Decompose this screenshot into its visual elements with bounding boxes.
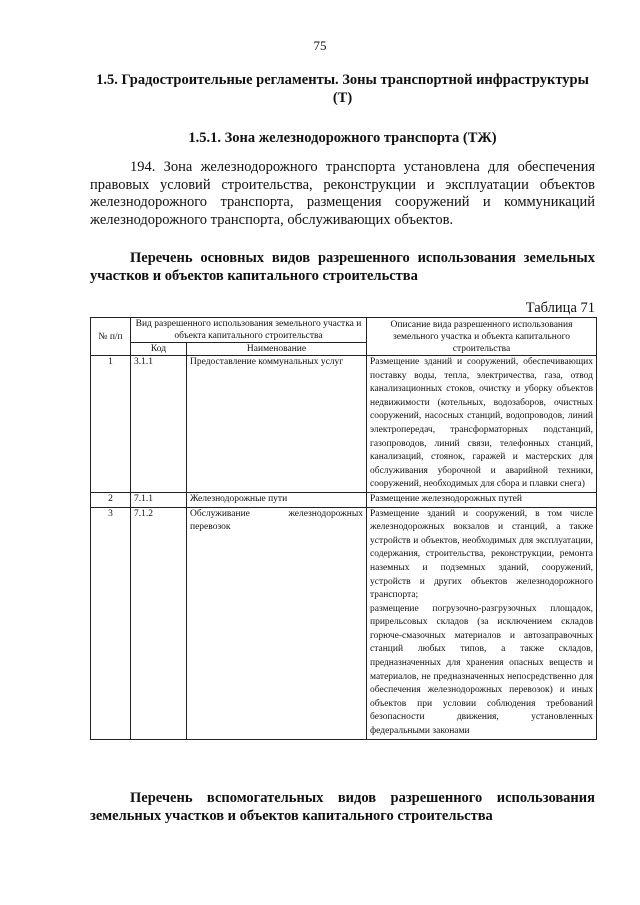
row-num: 2 bbox=[91, 492, 131, 507]
header-description: Описание вида разрешенного использования земельного участка и объекта капитального строительства bbox=[367, 318, 597, 356]
row-num: 1 bbox=[91, 356, 131, 493]
table-row bbox=[91, 356, 597, 493]
row-num: 3 bbox=[91, 507, 131, 739]
header-name: Наименование bbox=[187, 343, 367, 356]
section-title: 1.5. Градостроительные регламенты. Зоны транспортной инфраструктуры (Т) bbox=[96, 72, 589, 106]
auxiliary-uses-list-title: Перечень вспомогательных видов разрешенного использования земельных участков и объектов капитального строительства bbox=[90, 790, 595, 824]
header-code: Код bbox=[131, 343, 187, 356]
row-code: 7.1.1 bbox=[131, 492, 187, 507]
paragraph-194: 194. Зона железнодорожного транспорта установлена для обеспечения правовых условий строительства, реконструкции и эксплуатации объектов железнодорожного транспорта, размещения сооружений и коммуникаций железнодорожного транспорта, обслуживающих объектов. bbox=[90, 159, 595, 228]
row-description: Размещение железнодорожных путей bbox=[367, 492, 597, 507]
row-name: Железнодорожные пути bbox=[187, 492, 367, 507]
row-code: 3.1.1 bbox=[131, 356, 187, 493]
row-description-cell bbox=[367, 507, 597, 739]
table-header-row bbox=[91, 318, 597, 343]
header-num: № п/п bbox=[91, 318, 131, 356]
page-number: 75 bbox=[313, 38, 327, 53]
table-caption: Таблица 71 bbox=[525, 300, 595, 316]
row-code: 7.1.2 bbox=[131, 507, 187, 739]
table-row bbox=[91, 492, 597, 507]
table-row bbox=[91, 507, 597, 739]
row-description: Размещение зданий и сооружений, в том числе железнодорожных вокзалов и станций, а также устройств и объектов, необходимых для эксплуатации, содержания, строительства, реконструкции, ремонта наземных и подземных зданий, сооружений, устройств и других объектов железнодорожного транспорта; bbox=[370, 508, 593, 601]
row-description: Размещение зданий и сооружений, обеспечивающих поставку воды, тепла, электричества, газа, отвод канализационных стоков, очистку и уборку объектов недвижимости (котельных, водозаборов, очистных сооружений, насосных станций, водопроводов, линий электропередач, трансформаторных подстанций, газопроводов, линий связи, телефонных станций, канализаций, стоянок, гаражей и мастерских для обслуживания уборочной и аварийной техники, сооружений, необходимых для сбора и плавки снега) bbox=[367, 356, 597, 493]
row-name: Обслуживание железнодорожных перевозок bbox=[187, 507, 367, 739]
header-type-group: Вид разрешенного использования земельного участка и объекта капитального строительства bbox=[131, 318, 367, 343]
row-name: Предоставление коммунальных услуг bbox=[187, 356, 367, 493]
main-uses-list-title: Перечень основных видов разрешенного использования земельных участков и объектов капитального строительства bbox=[90, 250, 595, 284]
subsection-title: 1.5.1. Зона железнодорожного транспорта (ТЖ) bbox=[188, 130, 497, 146]
row-description-part-2: размещение погрузочно-разгрузочных площадок, прирельсовых складов (за исключением складов горюче-смазочных материалов и автозаправочных станций любых типов, а также складов, предназначенных для хранения опасных веществ и материалов, не предназначенных непосредственно для обеспечения железнодорожных перевозок) и иных объектов при условии соблюдения требований безопасности движения, установленных федеральными законами bbox=[370, 603, 593, 737]
land-use-table bbox=[90, 317, 597, 740]
